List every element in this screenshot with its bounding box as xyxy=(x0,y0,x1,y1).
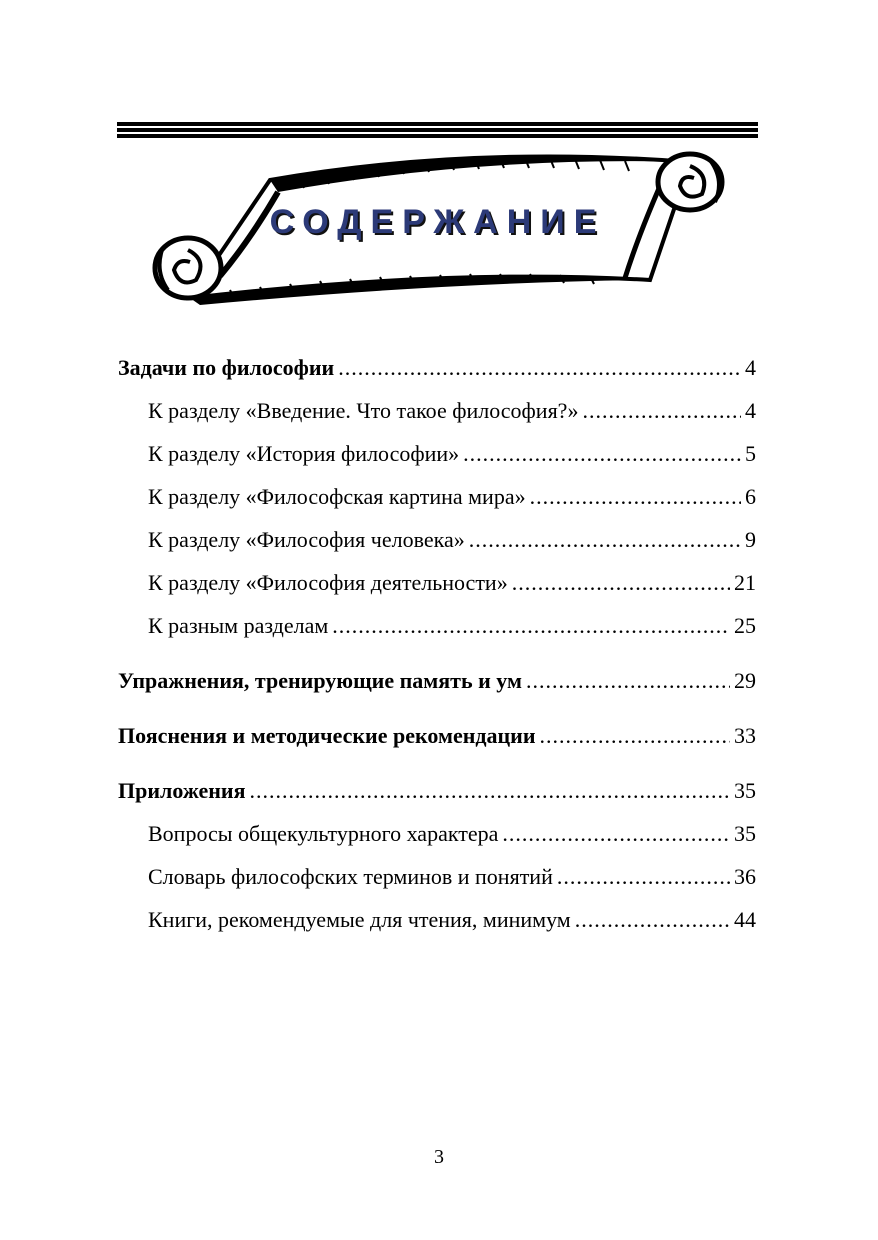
toc-entry-page: 5 xyxy=(745,441,756,466)
toc-entry-page: 35 xyxy=(734,821,756,846)
toc-entry[interactable] xyxy=(118,864,756,892)
toc-entry[interactable] xyxy=(118,778,756,806)
toc-entry[interactable] xyxy=(118,398,756,426)
toc-leader xyxy=(469,527,741,553)
toc-entry-label: К разделу «Философия деятельности» xyxy=(148,570,508,595)
toc-leader xyxy=(502,821,730,847)
toc-entry-page: 25 xyxy=(734,613,756,638)
scroll-banner xyxy=(150,150,725,305)
page-title: СОДЕРЖАНИЕ xyxy=(269,203,606,241)
toc-entry-page: 33 xyxy=(734,723,756,748)
toc-entry[interactable] xyxy=(118,613,756,641)
toc-entry[interactable] xyxy=(118,355,756,383)
toc-entry-page: 4 xyxy=(745,398,756,423)
toc-entry-page: 9 xyxy=(745,527,756,552)
toc-entry[interactable] xyxy=(118,527,756,555)
toc-leader xyxy=(540,723,730,749)
toc-entry[interactable] xyxy=(118,484,756,512)
toc-entry-page: 4 xyxy=(745,355,756,380)
toc-entry-label: К разделу «Философия человека» xyxy=(148,527,465,552)
toc-leader xyxy=(338,355,741,381)
toc-entry-label: К разделу «Введение. Что такое философия?» xyxy=(148,398,579,423)
toc-leader xyxy=(575,907,730,933)
toc-entry[interactable] xyxy=(118,668,756,696)
toc-entry-page: 21 xyxy=(734,570,756,595)
toc-leader xyxy=(250,778,731,804)
toc-entry[interactable] xyxy=(118,570,756,598)
toc-entry[interactable] xyxy=(118,441,756,469)
toc-leader xyxy=(582,398,741,424)
toc-entry-label: К разделу «История философии» xyxy=(148,441,460,466)
toc-leader xyxy=(512,570,730,596)
toc-entry-page: 6 xyxy=(745,484,756,509)
toc-entry-label: Вопросы общекультурного характера xyxy=(148,821,499,846)
toc-leader xyxy=(332,613,730,639)
toc-leader xyxy=(526,668,730,694)
toc-entry-page: 36 xyxy=(734,864,756,889)
toc-entry-label: Упражнения, тренирующие память и ум xyxy=(118,668,522,693)
toc-entry-page: 44 xyxy=(734,907,756,932)
toc-entry[interactable] xyxy=(118,907,756,935)
toc-entry-label: К разделу «Философская картина мира» xyxy=(148,484,526,509)
toc-entry-label: Задачи по философии xyxy=(118,355,335,380)
toc-entry[interactable] xyxy=(118,821,756,849)
toc-entry-label: К разным разделам xyxy=(148,613,329,638)
toc-leader xyxy=(463,441,741,467)
toc-entry-label: Книги, рекомендуемые для чтения, минимум xyxy=(148,907,571,932)
toc-leader xyxy=(557,864,730,890)
toc-entry-label: Пояснения и методические рекомендации xyxy=(118,723,536,748)
page-number: 3 xyxy=(434,1146,444,1168)
toc-entry[interactable] xyxy=(118,723,756,751)
toc-entry-label: Приложения xyxy=(118,778,246,803)
toc-entry-page: 29 xyxy=(734,668,756,693)
toc-entry-page: 35 xyxy=(734,778,756,803)
decorative-top-rule xyxy=(117,122,758,140)
toc-entry-label: Словарь философских терминов и понятий xyxy=(148,864,553,889)
table-of-contents xyxy=(118,355,756,935)
toc-leader xyxy=(530,484,741,510)
